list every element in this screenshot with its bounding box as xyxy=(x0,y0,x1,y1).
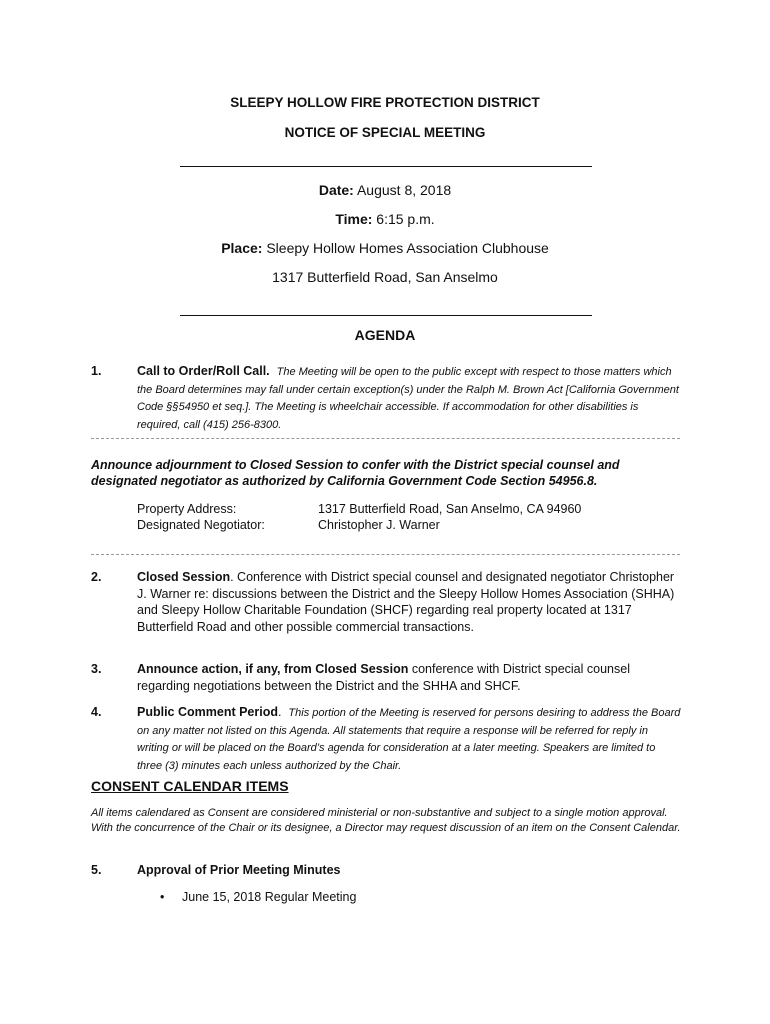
item-5-number: 5. xyxy=(91,863,102,877)
closed-session-announcement: Announce adjournment to Closed Session to confer with the District special counsel and designated negotiator as authorized by California Government Code Section 54956.8. xyxy=(91,458,620,488)
district-title: SLEEPY HOLLOW FIRE PROTECTION DISTRICT xyxy=(230,95,540,110)
item-3-text: conference with District special counsel regarding negotiations between the District and the SHHA and SHCF. xyxy=(137,662,630,693)
meeting-time xyxy=(0,211,770,227)
consent-calendar-heading: CONSENT CALENDAR ITEMS xyxy=(91,778,289,794)
item-3-number: 3. xyxy=(91,662,102,676)
negotiator-value: Christopher J. Warner xyxy=(318,518,440,532)
item-1-title: Call to Order/Roll Call. xyxy=(137,364,270,378)
divider-top xyxy=(180,166,592,167)
time-value: 6:15 p.m. xyxy=(376,211,435,227)
item-2-text: . Conference with District special counsel and designated negotiator Christopher J. Warner re: discussions between the District and the Sleepy Hollow Homes Association (SHHA) and Sleepy Hollow Charitable Foundation (SHCF) regarding real property located at 1317 Butterfield Road and other possible commercial transactions. xyxy=(137,570,675,634)
notice-title: NOTICE OF SPECIAL MEETING xyxy=(284,125,486,140)
item-2-title: Closed Session xyxy=(137,570,231,584)
item-4-title: Public Comment Period xyxy=(137,705,278,719)
divider-middle xyxy=(180,315,592,316)
dashed-divider-1 xyxy=(91,438,680,439)
consent-calendar-description: All items calendared as Consent are considered ministerial or non-substantive and subject to a single motion approval. With the concurrence of the Chair or its designee, a Director may request discussion of an item on the Consent Calendar. xyxy=(91,807,681,834)
item-3-title: Announce action, if any, from Closed Session xyxy=(137,662,409,676)
item-2-number: 2. xyxy=(91,570,102,584)
item-1 xyxy=(137,363,682,433)
item-5-title: Approval of Prior Meeting Minutes xyxy=(137,863,341,877)
bullet-icon: • xyxy=(160,890,165,904)
date-value: August 8, 2018 xyxy=(356,182,452,198)
item-2 xyxy=(137,569,682,635)
place-label: Place: xyxy=(221,240,263,256)
item-4: Public Comment Period. This portion of the Meeting is reserved for persons desiring to address the Board on any matter not listed on this Agenda. All statements that require a response will be referred for reply in writing or will be placed on the Board’s agenda for consideration at a later meeting. Speakers are limited to three (3) minutes each unless authorized by the Chair. xyxy=(137,705,681,772)
item-1-number: 1. xyxy=(91,364,102,378)
meeting-date xyxy=(0,182,770,198)
meeting-place xyxy=(0,240,770,256)
place-value: Sleepy Hollow Homes Association Clubhouse xyxy=(266,240,549,256)
dashed-divider-2 xyxy=(91,554,680,555)
property-value: 1317 Butterfield Road, San Anselmo, CA 94960 xyxy=(318,502,582,516)
meeting-address: 1317 Butterfield Road, San Anselmo xyxy=(272,269,498,285)
item-1-text: The Meeting will be open to the public except with respect to those matters which the Board determines may fall under certain exception(s) under the Ralph M. Brown Act [California Government Code §§54950 et seq.]. The Meeting is wheelchair accessible. If accommodation for other disabilities is required, call (415) 256-8300. xyxy=(137,366,679,431)
time-label: Time: xyxy=(335,211,373,227)
date-label: Date: xyxy=(318,182,354,198)
item-3 xyxy=(137,661,682,694)
negotiator-label: Designated Negotiator: xyxy=(137,518,265,532)
item-4-number: 4. xyxy=(91,705,102,719)
property-label: Property Address: xyxy=(137,502,237,516)
item-4-text: This portion of the Meeting is reserved for persons desiring to address the Board on any matter not listed on this Agenda. All statements that require a response will be referred for reply in writing or will be placed on the Board’s agenda for consideration at a later meeting. Speakers are limited to three (3) minutes each unless authorized by the Chair. xyxy=(137,707,681,772)
item-5-minutes-entry: June 15, 2018 Regular Meeting xyxy=(182,890,357,904)
agenda-heading: AGENDA xyxy=(354,327,416,343)
